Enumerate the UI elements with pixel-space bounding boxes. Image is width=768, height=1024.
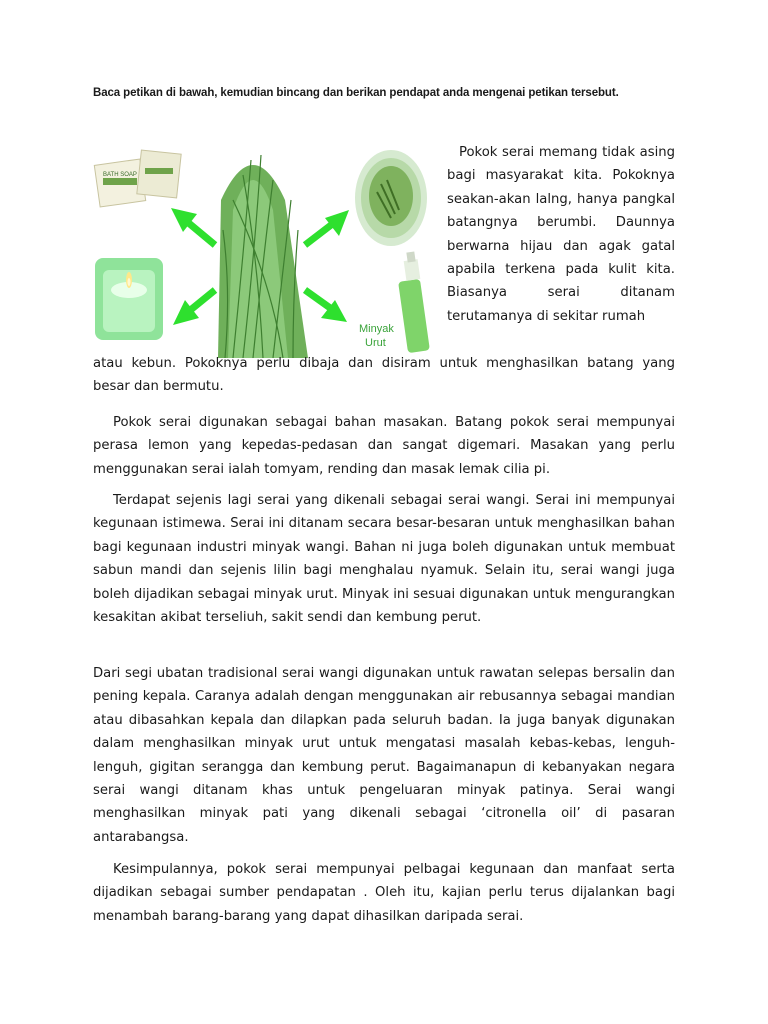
arrow-up-left-icon	[171, 208, 215, 245]
tea-cup-image	[355, 150, 427, 246]
paragraph-1-line-a: atau kebun. Pokoknya perlu dibaja dan disiram untuk menghasilkan batang yang	[93, 356, 675, 371]
soap-box-image	[94, 150, 181, 207]
instruction-heading: Baca petikan di bawah, kemudian bincang dan berikan pendapat anda mengenai petikan tersebut.	[93, 87, 619, 99]
paragraph-1-side-text: Pokok serai memang tidak asing bagi masyarakat kita. Pokoknya seakan-akan lalng, hanya pangkal batangnya berumbi. Daunnya berwarna hijau dan agak gatal apabila terkena pada kulit kita. Biasanya serai ditanam terutamanya di sekitar rumah	[447, 145, 675, 324]
lemongrass-uses-figure	[93, 140, 438, 358]
arrow-down-left-icon	[173, 290, 215, 325]
arrow-down-right-icon	[305, 290, 347, 322]
paragraph-4: Dari segi ubatan tradisional serai wangi digunakan untuk rawatan selepas bersalin dan pening kepala. Caranya adalah dengan menggunakan air rebusannya sebagai mandian atau dibasahkan kepala dan dilapkan pada seluruh badan. Ia juga banyak digunakan dalam menghasilkan minyak urut untuk mengatasi masalah kebas-kebas, lenguh-lenguh, gigitan serangga dan kembung perut. Bagaimanapun di kebanyakan negara serai wangi ditanam khas untuk pengeluaran minyak patinya. Serai wangi menghasilkan minyak pati yang dikenali sebagai ‘citronella oil’ di pasaran antarabangsa.	[93, 666, 675, 845]
oil-label-line1: Minyak	[359, 323, 394, 335]
paragraph-1-continued	[93, 352, 675, 399]
paragraph-5: Kesimpulannya, pokok serai mempunyai pelbagai kegunaan dan manfaat serta dijadikan sebagai sumber pendapatan . Oleh itu, kajian perlu terus dijalankan bagi menambah barang-barang yang dapat dihasilkan daripada serai.	[93, 862, 675, 924]
soap-label: BATH SOAP	[103, 172, 137, 178]
arrow-up-right-icon	[305, 210, 349, 245]
lemongrass-plant-image	[218, 155, 308, 358]
candle-image	[95, 258, 163, 340]
paragraph-1-line-b: besar dan bermutu.	[93, 379, 224, 395]
massage-oil-bottle-image	[359, 251, 430, 353]
oil-label-line2: Urut	[365, 337, 386, 349]
paragraph-3: Terdapat sejenis lagi serai yang dikenali sebagai serai wangi. Serai ini mempunyai kegunaan istimewa. Serai ini ditanam secara besar-besaran untuk menghasilkan bahan bagi kegunaan industri minyak wangi. Bahan ni juga boleh digunakan untuk membuat sabun mandi dan sejenis lilin bagi menghalau nyamuk. Selain itu, serai wangi juga boleh dijadikan sebagai minyak urut. Minyak ini sesuai digunakan untuk mengurangkan kesakitan akibat terseliuh, sakit sendi dan kembung perut.	[93, 493, 675, 626]
paragraph-2: Pokok serai digunakan sebagai bahan masakan. Batang pokok serai mempunyai perasa lemon yang kepedas-pedasan dan sangat digemari. Masakan yang perlu menggunakan serai ialah tomyam, rending dan masak lemak cilia pi.	[93, 415, 675, 477]
